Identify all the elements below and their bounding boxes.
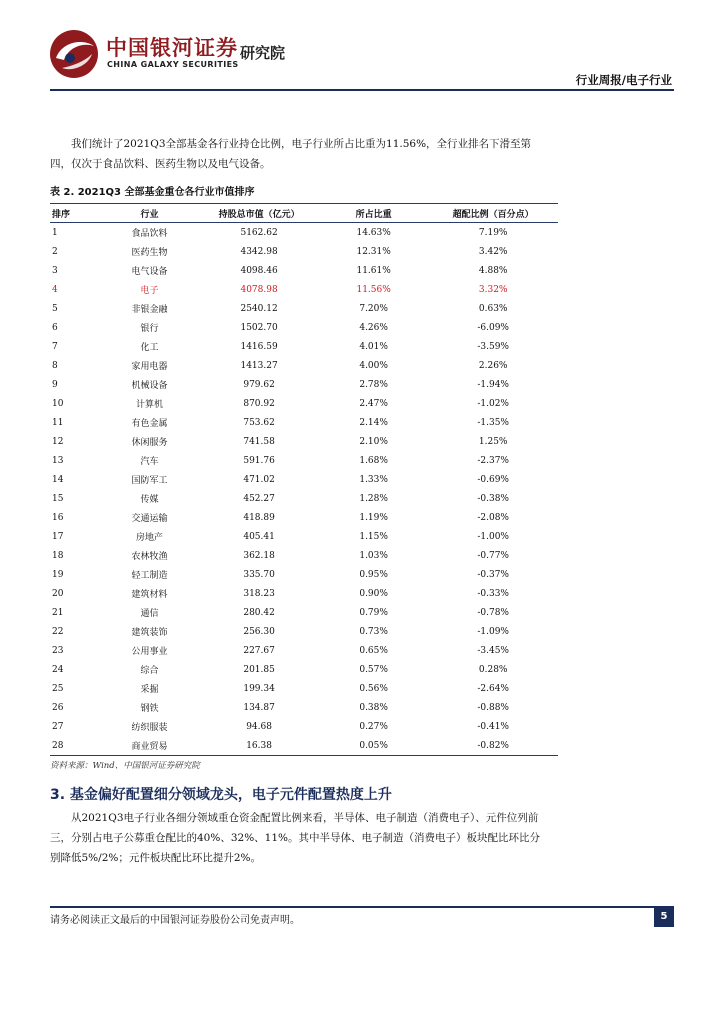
cell-market-value: 1502.70 (240, 322, 278, 333)
cell-market-value: 201.85 (243, 664, 275, 675)
header-divider (50, 89, 674, 91)
footer-divider (50, 906, 674, 908)
cell-share: 1.68% (359, 455, 388, 466)
cell-market-value: 405.41 (243, 531, 275, 542)
brand-name-cn: 中国银河证券 (106, 36, 238, 60)
cell-share: 0.57% (359, 664, 388, 675)
cell-rank: 11 (52, 417, 64, 428)
cell-rank: 14 (52, 474, 64, 485)
cell-overweight: -1.94% (477, 379, 509, 390)
cell-market-value: 134.87 (243, 702, 275, 713)
cell-market-value: 318.23 (243, 588, 275, 599)
cell-market-value: 5162.62 (240, 227, 278, 238)
cell-industry: 商业贸易 (100, 736, 199, 756)
table-row (50, 375, 558, 394)
cell-industry: 交通运输 (131, 514, 168, 524)
cell-share: 4.00% (359, 360, 388, 371)
cell-overweight: 0.28% (478, 664, 508, 675)
cell-overweight: -0.82% (428, 736, 558, 756)
cell-overweight: -0.77% (477, 550, 509, 561)
table-header-row (50, 204, 558, 223)
cell-industry: 建筑装饰 (131, 628, 168, 638)
cell-industry: 综合 (140, 666, 159, 676)
cell-share: 0.73% (359, 626, 388, 637)
cell-market-value: 280.42 (243, 607, 275, 618)
cell-industry: 传媒 (140, 495, 159, 505)
cell-industry: 建筑材料 (131, 590, 168, 600)
cell-industry: 公用事业 (131, 647, 168, 657)
cell-market-value: 870.92 (243, 398, 275, 409)
cell-rank: 1 (52, 227, 58, 238)
cell-market-value: 741.58 (243, 436, 275, 447)
table-row (50, 660, 558, 679)
cell-share: 0.79% (359, 607, 388, 618)
cell-market-value: 256.30 (243, 626, 275, 637)
table-row (50, 546, 558, 565)
cell-market-value: 471.02 (243, 474, 275, 485)
table-row (50, 451, 558, 470)
cell-industry: 农林牧渔 (131, 552, 168, 562)
cell-market-value: 2540.12 (240, 303, 278, 314)
cell-rank: 27 (52, 721, 64, 732)
table-row (50, 622, 558, 641)
cell-overweight: 3.32% (478, 284, 508, 295)
footer-disclaimer: 请务必阅读正文最后的中国银河证券股份公司免责声明。 (50, 915, 300, 926)
cell-market-value: 4342.98 (240, 246, 278, 257)
cell-rank: 2 (52, 246, 58, 257)
cell-industry: 非银金融 (131, 305, 168, 315)
cell-market-value: 591.76 (243, 455, 275, 466)
cell-overweight: 4.88% (478, 265, 508, 276)
cell-rank: 20 (52, 588, 64, 599)
cell-overweight: -0.38% (477, 493, 509, 504)
cell-overweight: 0.63% (478, 303, 508, 314)
cell-share: 1.19% (359, 512, 388, 523)
cell-industry: 银行 (140, 324, 159, 334)
cell-share: 2.10% (359, 436, 388, 447)
cell-market-value: 1416.59 (240, 341, 278, 352)
cell-overweight: -1.02% (477, 398, 509, 409)
cell-market-value: 227.67 (243, 645, 275, 656)
cell-share: 1.15% (359, 531, 388, 542)
cell-overweight: -0.41% (477, 721, 509, 732)
cell-rank: 25 (52, 683, 64, 694)
cell-industry: 汽车 (140, 457, 159, 467)
cell-share: 11.61% (356, 265, 391, 276)
cell-industry: 化工 (140, 343, 159, 353)
cell-industry: 家用电器 (131, 362, 168, 372)
cell-overweight: 2.26% (478, 360, 508, 371)
cell-industry: 钢铁 (140, 704, 159, 714)
page-number: 5 (654, 907, 674, 927)
cell-rank: 10 (52, 398, 64, 409)
galaxy-logo-icon (48, 28, 100, 80)
cell-industry: 国防军工 (131, 476, 168, 486)
cell-overweight: -2.64% (477, 683, 509, 694)
table-row (50, 698, 558, 717)
cell-industry: 机械设备 (131, 381, 168, 391)
table-row (50, 508, 558, 527)
cell-rank: 22 (52, 626, 64, 637)
header-share: 所占比重 (319, 204, 428, 223)
table-row (50, 413, 558, 432)
section-heading: 3. 基金偏好配置细分领域龙头，电子元件配置热度上升 (50, 787, 392, 803)
cell-rank: 16 (52, 512, 64, 523)
table-row (50, 527, 558, 546)
cell-share: 11.56% (356, 284, 391, 295)
cell-share: 0.38% (359, 702, 388, 713)
table-row (50, 318, 558, 337)
table-row (50, 489, 558, 508)
cell-rank: 8 (52, 360, 58, 371)
cell-rank: 19 (52, 569, 64, 580)
cell-rank: 5 (52, 303, 58, 314)
cell-market-value: 199.34 (243, 683, 275, 694)
cell-overweight: -0.88% (477, 702, 509, 713)
header-market-value: 持股总市值（亿元） (199, 204, 319, 223)
cell-rank: 9 (52, 379, 58, 390)
table-row (50, 242, 558, 261)
table-row (50, 261, 558, 280)
table-row (50, 280, 558, 299)
cell-overweight: -3.45% (477, 645, 509, 656)
brand-name-en: CHINA GALAXY SECURITIES (107, 60, 239, 69)
cell-industry: 轻工制造 (131, 571, 168, 581)
cell-overweight: -2.37% (477, 455, 509, 466)
header-industry: 行业 (100, 204, 199, 223)
cell-market-value: 335.70 (243, 569, 275, 580)
cell-rank: 6 (52, 322, 58, 333)
cell-share: 0.56% (359, 683, 388, 694)
table-row (50, 565, 558, 584)
cell-share: 14.63% (356, 227, 391, 238)
cell-market-value: 4078.98 (240, 284, 278, 295)
cell-rank: 3 (52, 265, 58, 276)
cell-rank: 7 (52, 341, 58, 352)
cell-overweight: -3.59% (477, 341, 509, 352)
cell-overweight: 1.25% (478, 436, 508, 447)
intro-paragraph: 我们统计了2021Q3全部基金各行业持仓比例，电子行业所占比重为11.56%，全行业排名下滑至第四，仅次于食品饮料、医药生物以及电气设备。 (50, 138, 532, 170)
cell-rank: 17 (52, 531, 64, 542)
cell-rank: 13 (52, 455, 64, 466)
cell-share: 0.05% (319, 736, 428, 756)
cell-overweight: -6.09% (477, 322, 509, 333)
cell-share: 1.33% (359, 474, 388, 485)
table-row (50, 679, 558, 698)
cell-share: 0.65% (359, 645, 388, 656)
table-row (50, 356, 558, 375)
cell-overweight: -0.33% (477, 588, 509, 599)
cell-share: 2.47% (359, 398, 388, 409)
cell-overweight: -1.00% (477, 531, 509, 542)
cell-market-value: 94.68 (246, 721, 272, 732)
cell-industry: 通信 (140, 609, 159, 619)
cell-rank: 21 (52, 607, 64, 618)
cell-market-value: 418.89 (243, 512, 275, 523)
document-type: 行业周报/电子行业 (575, 73, 672, 87)
cell-market-value: 452.27 (243, 493, 275, 504)
table-row (50, 432, 558, 451)
cell-share: 4.01% (359, 341, 388, 352)
cell-industry: 房地产 (136, 533, 164, 543)
cell-share: 12.31% (356, 246, 391, 257)
cell-industry: 计算机 (136, 400, 164, 410)
cell-share: 7.20% (359, 303, 388, 314)
cell-rank: 28 (50, 736, 100, 756)
cell-share: 0.90% (359, 588, 388, 599)
table-row (50, 584, 558, 603)
table-body (50, 223, 558, 756)
table-row (50, 337, 558, 356)
cell-share: 0.27% (359, 721, 388, 732)
cell-share: 4.26% (359, 322, 388, 333)
cell-market-value: 753.62 (243, 417, 275, 428)
cell-share: 2.14% (359, 417, 388, 428)
table-row (50, 223, 558, 243)
cell-market-value: 1413.27 (240, 360, 278, 371)
cell-overweight: -0.69% (477, 474, 509, 485)
cell-industry: 电气设备 (131, 267, 168, 277)
table-row (50, 394, 558, 413)
cell-market-value: 979.62 (243, 379, 275, 390)
cell-rank: 4 (52, 284, 58, 295)
table-row (50, 603, 558, 622)
cell-industry: 食品饮料 (131, 229, 168, 239)
cell-overweight: 7.19% (478, 227, 508, 238)
brand-subtitle: 研究院 (240, 44, 286, 62)
cell-share: 1.03% (359, 550, 388, 561)
cell-overweight: -0.37% (477, 569, 509, 580)
table-row (50, 299, 558, 318)
cell-rank: 15 (52, 493, 64, 504)
table-row (50, 717, 558, 736)
cell-industry: 医药生物 (131, 248, 168, 258)
cell-rank: 23 (52, 645, 64, 656)
cell-market-value: 362.18 (243, 550, 275, 561)
cell-industry: 电子 (140, 286, 159, 296)
header-rank: 排序 (50, 204, 100, 223)
cell-overweight: -1.09% (477, 626, 509, 637)
cell-share: 0.95% (359, 569, 388, 580)
table-row (50, 736, 558, 756)
cell-rank: 12 (52, 436, 64, 447)
cell-overweight: -2.08% (477, 512, 509, 523)
cell-share: 1.28% (359, 493, 388, 504)
industry-holdings-table (50, 203, 558, 756)
cell-market-value: 16.38 (199, 736, 319, 756)
table-row (50, 470, 558, 489)
cell-overweight: -0.78% (477, 607, 509, 618)
cell-industry: 采掘 (140, 685, 159, 695)
cell-industry: 有色金属 (131, 419, 168, 429)
cell-rank: 18 (52, 550, 64, 561)
cell-share: 2.78% (359, 379, 388, 390)
table-title: 表 2. 2021Q3 全部基金重仓各行业市值排序 (50, 187, 255, 198)
header-overweight: 超配比例（百分点） (428, 204, 558, 223)
cell-market-value: 4098.46 (240, 265, 278, 276)
cell-rank: 24 (52, 664, 64, 675)
section-paragraph: 从2021Q3电子行业各细分领域重仓资金配置比例来看，半导体、电子制造（消费电子）、元件位列前三，分别占电子公募重仓配比的40%、32%、11%。其中半导体、电子制造（消费电子）板块配比环比分别降低5%/2%；元件板块配比环比提升2%。 (50, 812, 541, 864)
cell-industry: 纺织服装 (131, 723, 168, 733)
cell-overweight: 3.42% (478, 246, 508, 257)
cell-overweight: -1.35% (477, 417, 509, 428)
table-row (50, 641, 558, 660)
cell-rank: 26 (52, 702, 64, 713)
cell-industry: 休闲服务 (131, 438, 168, 448)
source-note: 资料来源：Wind、中国银河证券研究院 (50, 761, 200, 771)
